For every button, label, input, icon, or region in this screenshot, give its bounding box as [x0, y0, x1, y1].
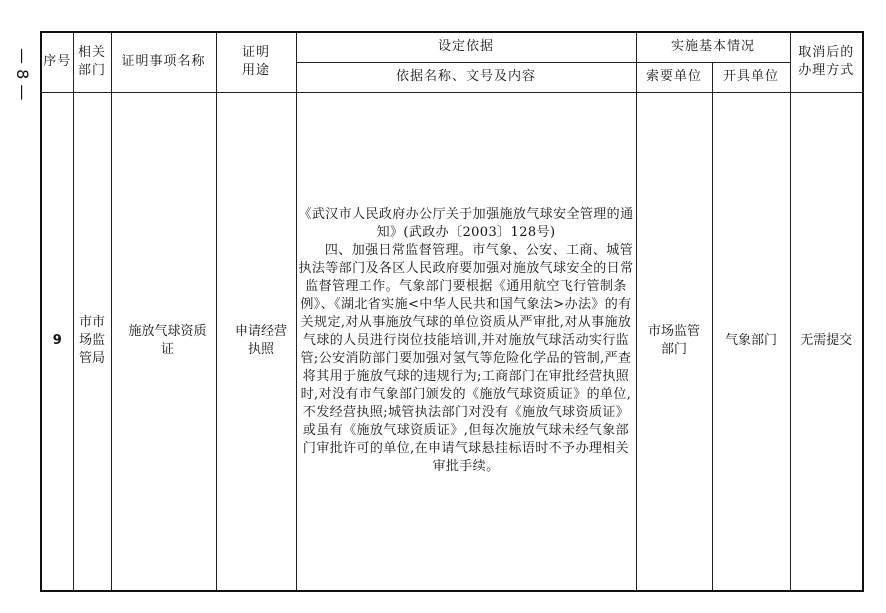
table-row — [41, 92, 863, 591]
row-use: 申请经营 执照 — [216, 92, 296, 591]
row-dept: 市市 场监 管局 — [73, 92, 111, 591]
row-seq: 9 — [41, 92, 73, 591]
row-item-name: 施放气球资质 证 — [111, 92, 216, 591]
header-basis: 依据名称、文号及内容 — [296, 62, 636, 92]
header-issue-unit: 开具单位 — [712, 62, 790, 92]
header-item-name: 证明事项名称 — [111, 32, 216, 92]
row-after-cancel: 无需提交 — [790, 92, 863, 591]
certificate-table — [40, 31, 864, 592]
basis-body: 四、加强日常监督管理。市气象、公安、工商、城管执法等部门及各区人民政府要加强对施放气球安全的日常监督管理工作。气象部门要根据《通用航空飞行管制条例》、《湖北省实施<中华人民共和国气象法>办法》的有关规定,对从事施放气球的单位资质从严审批,对从事施放气球的人员进行岗位技能培训,并对施放气球活动实行监管;公安消防部门要加强对氢气等危险化学品的管制,严查将其用于施放气球的违规行为;工商部门在审批经营执照时,对没有市气象部门颁发的《施放气球资质证》的单位,不发经营执照;城管执法部门对没有《施放气球资质证》或虽有《施放气球资质证》,但每次施放气球未经气象部门审批许可的单位,在申请气球悬挂标语时不予办理相关审批手续。 — [298, 243, 634, 475]
basis-title: 《武汉市人民政府办公厅关于加强施放气球安全管理的通知》(武政办〔2003〕128号) — [298, 207, 634, 241]
page-number: — 8 — — [13, 48, 32, 101]
row-issue-unit: 气象部门 — [712, 92, 790, 591]
header-seq: 序号 — [41, 32, 73, 92]
header-dept: 相关 部门 — [73, 32, 111, 92]
header-after-cancel: 取消后的 办理方式 — [790, 32, 863, 92]
header-request-unit: 索要单位 — [636, 62, 712, 92]
row-basis — [296, 92, 636, 591]
header-impl-group: 实施基本情况 — [636, 32, 790, 62]
row-request-unit: 市场监管 部门 — [636, 92, 712, 591]
header-basis-group: 设定依据 — [296, 32, 636, 62]
header-use: 证明 用途 — [216, 32, 296, 92]
